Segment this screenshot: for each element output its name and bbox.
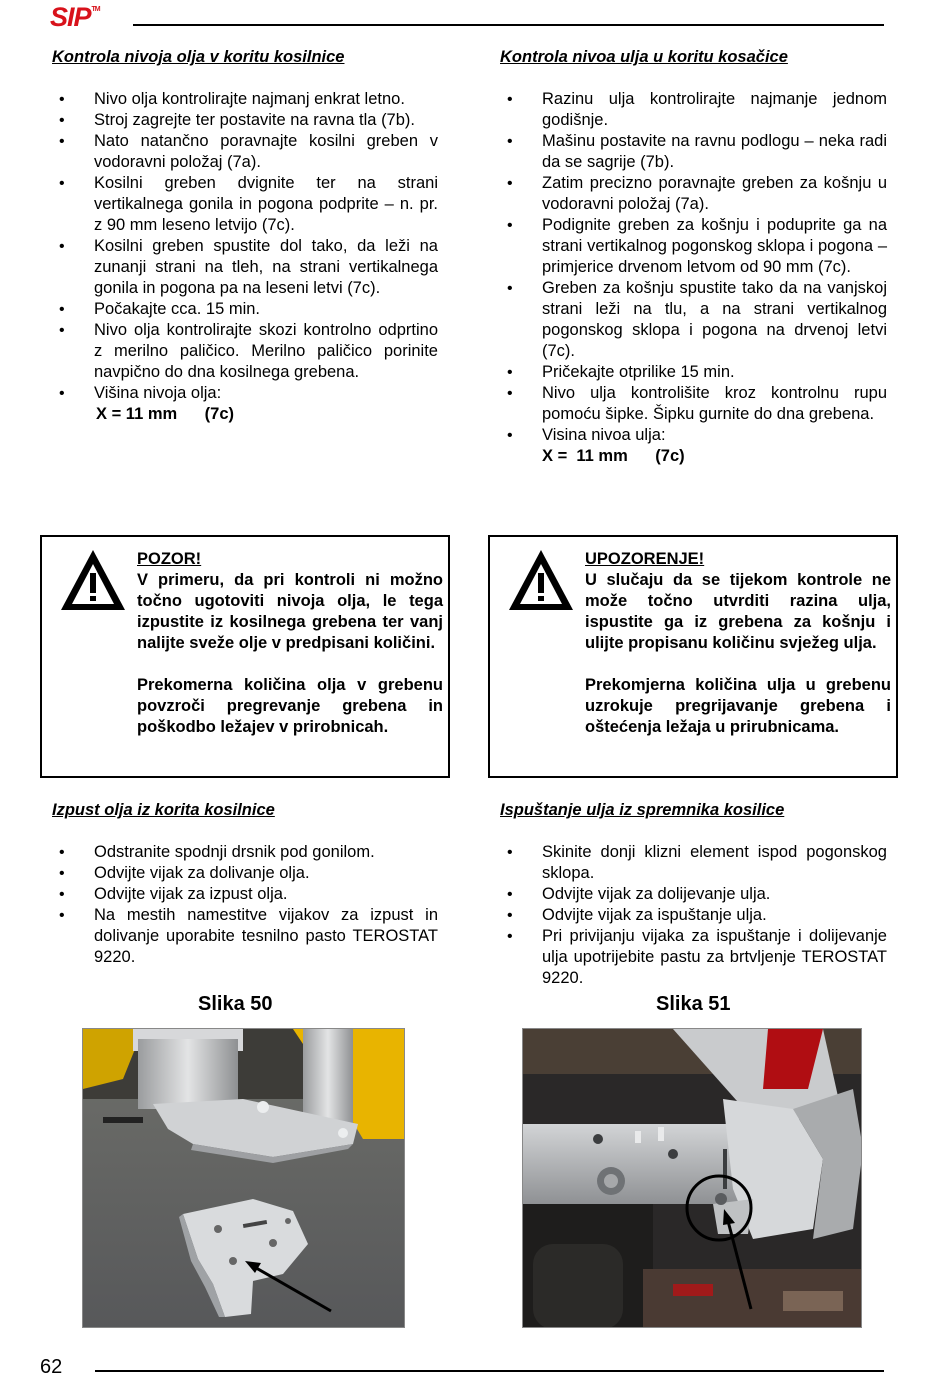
- list-item: • Mašinu postavite na ravnu podlogu – neka radi da se sagrije (7b).: [500, 131, 887, 173]
- warning-paragraph: V primeru, da pri kontroli ni možno točno ugotoviti nivoja olja, le tega izpustite iz kosilnega grebena ter vanj nalijte sveže olje v predpisani količini.: [137, 571, 443, 652]
- list-item: • Odvijte vijak za ispuštanje ulja.: [500, 905, 887, 926]
- list-item: • Nivo ulja kontrolišite kroz kontrolnu rupu pomoću šipke. Šipku gurnite do dna grebena.: [500, 383, 887, 425]
- page-number: 62: [40, 1356, 63, 1378]
- left-section1-heading: Kontrola nivoja olja v koritu kosilnice: [52, 48, 345, 66]
- list-item: • Kosilni greben spustite dol tako, da leži na zunanji strani na tleh, na strani vertikalnega gonila in pogona pa na leseni letvi (7c).: [52, 236, 438, 299]
- list-item: • Počakajte cca. 15 min.: [52, 299, 438, 320]
- list-item: • Odvijte vijak za izpust olja.: [52, 884, 438, 905]
- right-section-oil-drain: [500, 801, 910, 989]
- figure-51-photo: [522, 1028, 862, 1328]
- left-section1-list: [52, 89, 438, 425]
- list-item: • Pričekajte otprilike 15 min.: [500, 362, 887, 383]
- list-item: [52, 383, 438, 425]
- warning-paragraph: Prekomerna količina olja v grebenu povzroči pregrevanje grebena in poškodbo ležajev v prirobnicah.: [137, 676, 443, 736]
- warning-text: [137, 549, 443, 738]
- list-item: • Nivo olja kontrolirajte najmanj enkrat letno.: [52, 89, 438, 110]
- oil-level-formula: X = 11 mm (7c): [96, 405, 235, 423]
- left-warning-box: [40, 535, 450, 778]
- list-item: • Na mestih namestitve vijakov za izpust in dolivanje uporabite tesnilno pasto TEROSTAT 9220.: [52, 905, 438, 968]
- list-item-text: Višina nivoja olja:: [94, 384, 222, 402]
- right-section1-list: [500, 89, 887, 467]
- left-section2-list: [52, 842, 438, 968]
- sip-logo: SIP™: [50, 2, 100, 32]
- warning-triangle-icon: [58, 547, 128, 613]
- list-item: [500, 425, 887, 467]
- list-item: • Zatim precizno poravnajte greben za košnju u vodoravni položaj (7a).: [500, 173, 887, 215]
- list-item: • Greben za košnju spustite tako da na vanjskoj strani leži na tlu, a na strani vertikalnog pogonskog sklopa i pogona na drvenoj letvi (7c).: [500, 278, 887, 362]
- warning-title: POZOR!: [137, 550, 202, 568]
- header-rule: [133, 24, 884, 26]
- list-item: • Stroj zagrejte ter postavite na ravna tla (7b).: [52, 110, 438, 131]
- figure-50-photo: [82, 1028, 405, 1328]
- list-item-text: Visina nivoa ulja:: [542, 426, 666, 444]
- list-item: • Odstranite spodnji drsnik pod gonilom.: [52, 842, 438, 863]
- list-item: • Razinu ulja kontrolirajte najmanje jednom godišnje.: [500, 89, 887, 131]
- left-section-oil-drain: [52, 801, 462, 968]
- left-section2-heading: Izpust olja iz korita kosilnice: [52, 801, 275, 819]
- list-item: • Odvijte vijak za dolivanje olja.: [52, 863, 438, 884]
- left-section-oil-level: [52, 48, 462, 425]
- list-item: • Odvijte vijak za dolijevanje ulja.: [500, 884, 887, 905]
- oil-level-formula: X = 11 mm (7c): [542, 447, 685, 465]
- list-item: • Nivo olja kontrolirajte skozi kontrolno odprtino z merilno paličico. Merilno paličico porinite navpično do dna kosilnega grebena.: [52, 320, 438, 383]
- list-item: • Kosilni greben dvignite ter na strani vertikalnega gonila in pogona podprite – n. pr. z 90 mm leseno letvijo (7c).: [52, 173, 438, 236]
- right-section1-heading: Kontrola nivoa ulja u koritu kosačice: [500, 48, 788, 66]
- right-section2-heading: Ispuštanje ulja iz spremnika kosilice: [500, 801, 785, 819]
- figure-label-50: Slika 50: [198, 993, 273, 1015]
- footer-rule: [95, 1370, 884, 1372]
- mower-cutterbar-drain-plug-photo: [523, 1029, 862, 1328]
- warning-paragraph: U slučaju da se tijekom kontrole ne može točno utvrditi razina ulja, ispustite ga iz grebena za košnju i ulijte propisanu količinu svježeg ulja.: [585, 571, 891, 652]
- warning-text: [585, 549, 891, 738]
- mower-gearbox-skid-photo: [83, 1029, 405, 1328]
- warning-title: UPOZORENJE!: [585, 550, 705, 568]
- right-warning-box: [488, 535, 898, 778]
- list-item: • Nato natančno poravnajte kosilni greben v vodoravni položaj (7a).: [52, 131, 438, 173]
- figure-label-51: Slika 51: [656, 993, 731, 1015]
- right-section-oil-level: [500, 48, 910, 467]
- right-section2-list: [500, 842, 887, 989]
- list-item: • Pri privijanju vijaka za ispuštanje i dolijevanje ulja upotrijebite pastu za brtvljenje TEROSTAT 9220.: [500, 926, 887, 989]
- list-item: • Podignite greben za košnju i poduprite ga na strani vertikalnog pogonskog sklopa i pogona – primjerice drvenom letvom od 90 mm (7c).: [500, 215, 887, 278]
- warning-triangle-icon: [506, 547, 576, 613]
- list-item: • Skinite donji klizni element ispod pogonskog sklopa.: [500, 842, 887, 884]
- warning-paragraph: Prekomjerna količina ulja u grebenu uzrokuje pregrijavanje grebena i oštećenja ležaja u prirubnicama.: [585, 676, 891, 736]
